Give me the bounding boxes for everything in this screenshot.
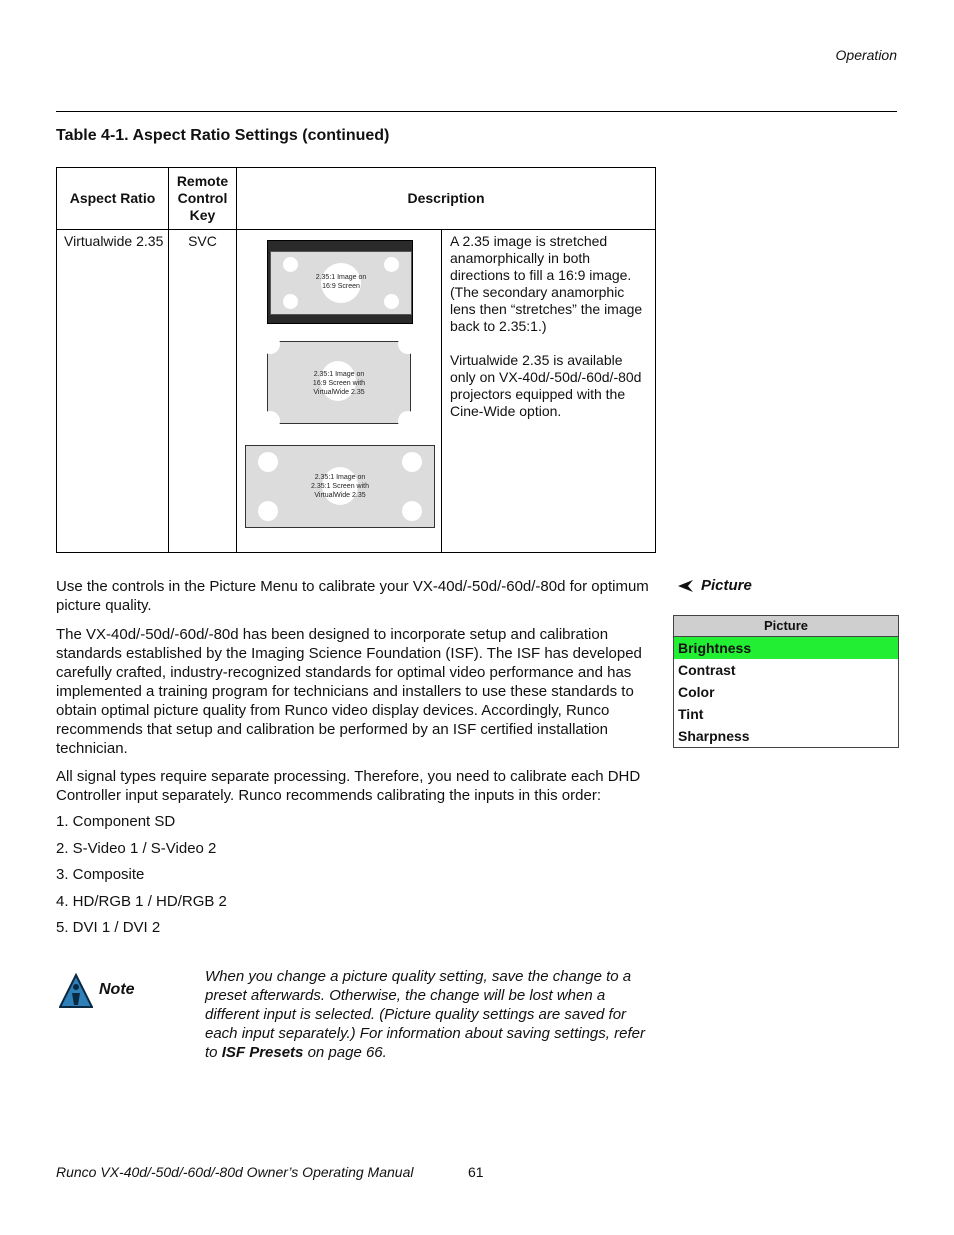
- table-header-remote-key: Remote Control Key: [176, 173, 229, 223]
- table-header-description: Description: [407, 190, 485, 206]
- cell-aspect-ratio: Virtualwide 2.35: [64, 233, 164, 249]
- circle-mark-icon: [283, 257, 298, 272]
- page-number: 61: [468, 1164, 484, 1180]
- circle-mark-icon: [384, 257, 399, 272]
- diagram-image-area: [270, 251, 412, 315]
- menu-item-tint[interactable]: Tint: [678, 706, 704, 722]
- diagram-letterbox: [267, 240, 413, 324]
- circle-mark-icon: [384, 294, 399, 309]
- isf-presets-link[interactable]: ISF Presets: [221, 1044, 304, 1061]
- menu-item-brightness[interactable]: Brightness: [674, 637, 898, 659]
- circle-mark-icon: [260, 411, 280, 431]
- description-paragraph: A 2.35 image is stretched anamorphically in both directions to fill a 16:9 image. (The secondary anamorphic lens then “stretches” the image back to 2.35:1.): [450, 233, 643, 334]
- table-title: Table 4-1. Aspect Ratio Settings (continued): [56, 127, 390, 144]
- circle-mark-icon: [283, 294, 298, 309]
- list-item: 5. DVI 1 / DVI 2: [56, 919, 161, 936]
- circle-mark-icon: [402, 501, 422, 521]
- warning-note-icon: [59, 973, 93, 1009]
- description-paragraph: Virtualwide 2.35 is available only on VX-40d/-50d/-60d/-80d projectors equipped with the Cine-Wide option.: [450, 352, 642, 419]
- aspect-ratio-table: [56, 167, 656, 553]
- menu-item-sharpness[interactable]: Sharpness: [678, 728, 750, 744]
- diagram-label: 2.35:1 Image on 16:9 Screen with VirtualWide 2.35: [312, 371, 366, 396]
- list-item: 1. Component SD: [56, 813, 176, 830]
- diagram-label: 2.35:1 Image on 16:9 Screen: [315, 274, 367, 290]
- note-label: Note: [99, 981, 135, 998]
- picture-section-heading: Picture: [701, 577, 752, 594]
- cell-remote-key: SVC: [188, 233, 217, 249]
- intro-paragraph: Use the controls in the Picture Menu to calibrate your VX-40d/-50d/-60d/-80d for optimum picture quality.: [56, 578, 649, 614]
- circle-mark-icon: [402, 452, 422, 472]
- isf-paragraph: The VX-40d/-50d/-60d/-80d has been designed to incorporate setup and calibration standards established by the Imaging Science Foundation (ISF). The ISF has developed carefully crafted, industry-recognized standards for optimal video performance and has implemented a training program for technicians and installers to use these standards to obtain optimal picture quality from Runco video display devices. Accordingly, Runco recommends that setup and calibration be performed by an ISF certified installation technician.: [56, 626, 642, 757]
- diagram-virtualwide-16x9: [267, 341, 411, 424]
- menu-item-contrast[interactable]: Contrast: [678, 662, 736, 678]
- list-item: 2. S-Video 1 / S-Video 2: [56, 839, 217, 857]
- circle-mark-icon: [398, 411, 418, 431]
- picture-menu-title: Picture: [674, 616, 898, 637]
- diagram-virtualwide-235: [245, 445, 435, 528]
- diagram-label: 2.35:1 Image on 2.35:1 Screen with VirtualWide 2.35: [311, 474, 369, 499]
- list-item: 4. HD/RGB 1 / HD/RGB 2: [56, 892, 227, 910]
- input-order-list: [56, 812, 227, 945]
- note-text: When you change a picture quality setting, save the change to a preset afterwards. Otherwise, the change will be lost when a different input is selected. (Picture quality settings are saved for each input separately.) For information about saving settings, refer to ISF Presets on page 66.: [205, 968, 645, 1061]
- circle-mark-icon: [260, 334, 280, 354]
- list-item: 3. Composite: [56, 866, 145, 883]
- circle-mark-icon: [258, 452, 278, 472]
- circle-mark-icon: [398, 334, 418, 354]
- arrow-left-icon: [678, 580, 693, 592]
- table-header-divider: [57, 229, 655, 230]
- table-header-aspect-ratio: Aspect Ratio: [69, 190, 156, 206]
- picture-menu: [673, 615, 899, 748]
- table-col-divider: [441, 230, 442, 552]
- signal-paragraph: All signal types require separate processing. Therefore, you need to calibrate each DHD Controller input separately. Runco recommends calibrating the inputs in this order:: [56, 768, 641, 804]
- header-section-title: Operation: [835, 47, 897, 63]
- header-divider: [56, 111, 897, 112]
- footer-manual-title: Runco VX-40d/-50d/-60d/-80d Owner’s Operating Manual: [56, 1164, 414, 1180]
- menu-item-color[interactable]: Color: [678, 684, 715, 700]
- cell-description: [450, 233, 650, 437]
- circle-mark-icon: [258, 501, 278, 521]
